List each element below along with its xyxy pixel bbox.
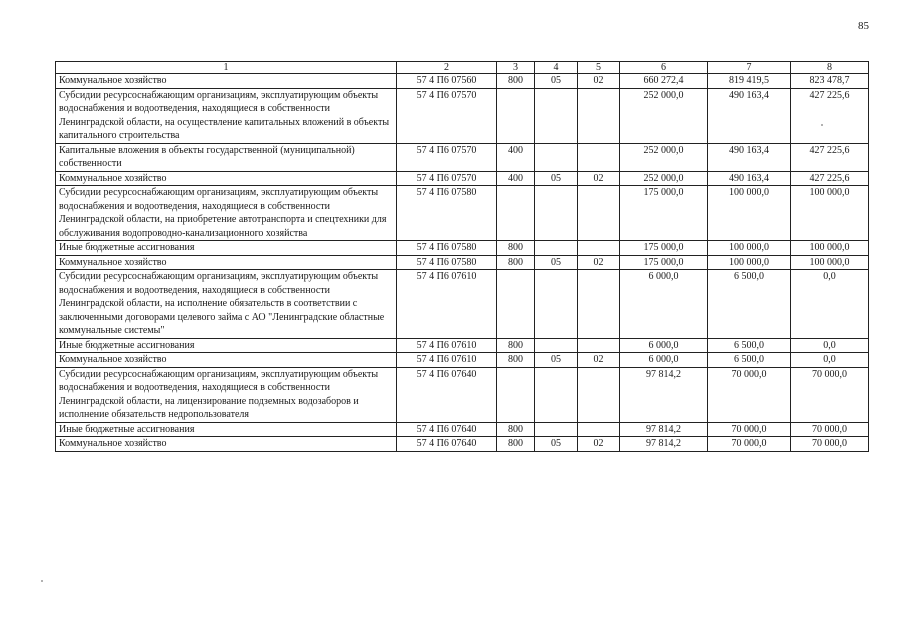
row-name-cell: Иные бюджетные ассигнования: [56, 241, 397, 256]
table-row: [56, 88, 869, 143]
amount-cell: 252 000,0: [620, 88, 708, 143]
subsection-cell: 02: [578, 74, 620, 89]
section-cell: 05: [535, 171, 578, 186]
code-cell: 57 4 П6 07610: [397, 338, 497, 353]
amount-cell: 490 163,4: [708, 143, 791, 171]
amount-cell: 0,0: [791, 353, 869, 368]
amount-cell: 175 000,0: [620, 241, 708, 256]
expense-type-cell: [497, 88, 535, 143]
expense-type-cell: 800: [497, 437, 535, 452]
section-cell: [535, 88, 578, 143]
subsection-cell: [578, 422, 620, 437]
amount-cell: 70 000,0: [791, 437, 869, 452]
code-cell: 57 4 П6 07640: [397, 422, 497, 437]
table-row: [56, 338, 869, 353]
header-cell: 5: [578, 62, 620, 74]
row-name-cell: Коммунальное хозяйство: [56, 353, 397, 368]
subsection-cell: [578, 88, 620, 143]
amount-cell: 70 000,0: [708, 422, 791, 437]
amount-cell: 100 000,0: [791, 241, 869, 256]
expense-type-cell: 800: [497, 353, 535, 368]
header-cell: 7: [708, 62, 791, 74]
amount-cell: 490 163,4: [708, 171, 791, 186]
table-row: [56, 270, 869, 339]
row-name-cell: Субсидии ресурсоснабжающим организациям, эксплуатирующим объекты водоснабжения и водоотведения, находящиеся в собственности Ленинградской области, на исполнение обязательств в соответствии с заключенными договорами целевого займа с АО "Ленинградские областные коммунальные системы": [56, 270, 397, 339]
amount-cell: 6 500,0: [708, 353, 791, 368]
amount-cell: 97 814,2: [620, 367, 708, 422]
expense-type-cell: 800: [497, 241, 535, 256]
code-cell: 57 4 П6 07570: [397, 143, 497, 171]
row-name-cell: Иные бюджетные ассигнования: [56, 422, 397, 437]
table-row: [56, 353, 869, 368]
header-cell: 3: [497, 62, 535, 74]
expense-type-cell: 800: [497, 74, 535, 89]
table-row: [56, 437, 869, 452]
subsection-cell: 02: [578, 353, 620, 368]
amount-cell: 175 000,0: [620, 186, 708, 241]
amount-cell: 823 478,7: [791, 74, 869, 89]
section-cell: 05: [535, 437, 578, 452]
amount-cell: 100 000,0: [791, 186, 869, 241]
header-cell: 2: [397, 62, 497, 74]
subsection-cell: [578, 241, 620, 256]
table-row: [56, 74, 869, 89]
header-cell: 1: [56, 62, 397, 74]
amount-cell: 175 000,0: [620, 255, 708, 270]
expense-type-cell: 800: [497, 255, 535, 270]
amount-cell: 427 225,6: [791, 171, 869, 186]
budget-table: [55, 61, 869, 452]
section-cell: [535, 422, 578, 437]
expense-type-cell: [497, 367, 535, 422]
amount-cell: 100 000,0: [708, 255, 791, 270]
section-cell: 05: [535, 255, 578, 270]
amount-cell: 70 000,0: [791, 422, 869, 437]
code-cell: 57 4 П6 07640: [397, 437, 497, 452]
subsection-cell: 02: [578, 437, 620, 452]
amount-cell: 819 419,5: [708, 74, 791, 89]
row-name-cell: Субсидии ресурсоснабжающим организациям, эксплуатирующим объекты водоснабжения и водоотведения, находящиеся в собственности Ленинградской области, на осуществление капитальных вложений в объекты капитального строительства: [56, 88, 397, 143]
amount-cell: 427 225,6: [791, 88, 869, 143]
section-cell: [535, 270, 578, 339]
amount-cell: 0,0: [791, 338, 869, 353]
section-cell: [535, 241, 578, 256]
expense-type-cell: 400: [497, 171, 535, 186]
row-name-cell: Коммунальное хозяйство: [56, 74, 397, 89]
subsection-cell: 02: [578, 171, 620, 186]
amount-cell: 70 000,0: [791, 367, 869, 422]
amount-cell: 6 000,0: [620, 270, 708, 339]
header-row: [56, 62, 869, 74]
amount-cell: 100 000,0: [708, 241, 791, 256]
row-name-cell: Коммунальное хозяйство: [56, 437, 397, 452]
header-cell: 8: [791, 62, 869, 74]
table-row: [56, 422, 869, 437]
row-name-cell: Коммунальное хозяйство: [56, 171, 397, 186]
subsection-cell: [578, 186, 620, 241]
expense-type-cell: 400: [497, 143, 535, 171]
amount-cell: 100 000,0: [708, 186, 791, 241]
section-cell: [535, 143, 578, 171]
section-cell: [535, 367, 578, 422]
subsection-cell: [578, 338, 620, 353]
expense-type-cell: [497, 186, 535, 241]
code-cell: 57 4 П6 07570: [397, 171, 497, 186]
table-row: [56, 367, 869, 422]
section-cell: 05: [535, 353, 578, 368]
row-name-cell: Иные бюджетные ассигнования: [56, 338, 397, 353]
table-row: [56, 255, 869, 270]
amount-cell: 252 000,0: [620, 171, 708, 186]
amount-cell: 6 500,0: [708, 270, 791, 339]
row-name-cell: Капитальные вложения в объекты государственной (муниципальной) собственности: [56, 143, 397, 171]
amount-cell: 252 000,0: [620, 143, 708, 171]
subsection-cell: [578, 270, 620, 339]
amount-cell: 427 225,6: [791, 143, 869, 171]
section-cell: [535, 186, 578, 241]
page-number: 85: [858, 20, 869, 32]
code-cell: 57 4 П6 07610: [397, 353, 497, 368]
expense-type-cell: 800: [497, 338, 535, 353]
section-cell: [535, 338, 578, 353]
expense-type-cell: 800: [497, 422, 535, 437]
amount-cell: 660 272,4: [620, 74, 708, 89]
expense-type-cell: [497, 270, 535, 339]
section-cell: 05: [535, 74, 578, 89]
table-body: [56, 74, 869, 452]
scan-speck: [41, 580, 43, 582]
subsection-cell: 02: [578, 255, 620, 270]
amount-cell: 6 500,0: [708, 338, 791, 353]
subsection-cell: [578, 367, 620, 422]
row-name-cell: Коммунальное хозяйство: [56, 255, 397, 270]
row-name-cell: Субсидии ресурсоснабжающим организациям, эксплуатирующим объекты водоснабжения и водоотведения, находящиеся в собственности Ленинградской области, на лицензирование подземных водозаборов и исполнение обязательств недропользователя: [56, 367, 397, 422]
code-cell: 57 4 П6 07560: [397, 74, 497, 89]
table-row: [56, 186, 869, 241]
code-cell: 57 4 П6 07640: [397, 367, 497, 422]
code-cell: 57 4 П6 07580: [397, 241, 497, 256]
scan-speck: [821, 124, 823, 126]
amount-cell: 70 000,0: [708, 367, 791, 422]
code-cell: 57 4 П6 07610: [397, 270, 497, 339]
amount-cell: 100 000,0: [791, 255, 869, 270]
header-cell: 6: [620, 62, 708, 74]
amount-cell: 97 814,2: [620, 437, 708, 452]
table-row: [56, 241, 869, 256]
amount-cell: 0,0: [791, 270, 869, 339]
amount-cell: 6 000,0: [620, 338, 708, 353]
table-row: [56, 143, 869, 171]
amount-cell: 490 163,4: [708, 88, 791, 143]
code-cell: 57 4 П6 07580: [397, 186, 497, 241]
row-name-cell: Субсидии ресурсоснабжающим организациям, эксплуатирующим объекты водоснабжения и водоотведения, находящиеся в собственности Ленинградской области, на приобретение автотранспорта и спецтехники для обслуживания водопроводно-канализационного хозяйства: [56, 186, 397, 241]
code-cell: 57 4 П6 07570: [397, 88, 497, 143]
amount-cell: 6 000,0: [620, 353, 708, 368]
header-cell: 4: [535, 62, 578, 74]
amount-cell: 97 814,2: [620, 422, 708, 437]
table-row: [56, 171, 869, 186]
code-cell: 57 4 П6 07580: [397, 255, 497, 270]
subsection-cell: [578, 143, 620, 171]
amount-cell: 70 000,0: [708, 437, 791, 452]
